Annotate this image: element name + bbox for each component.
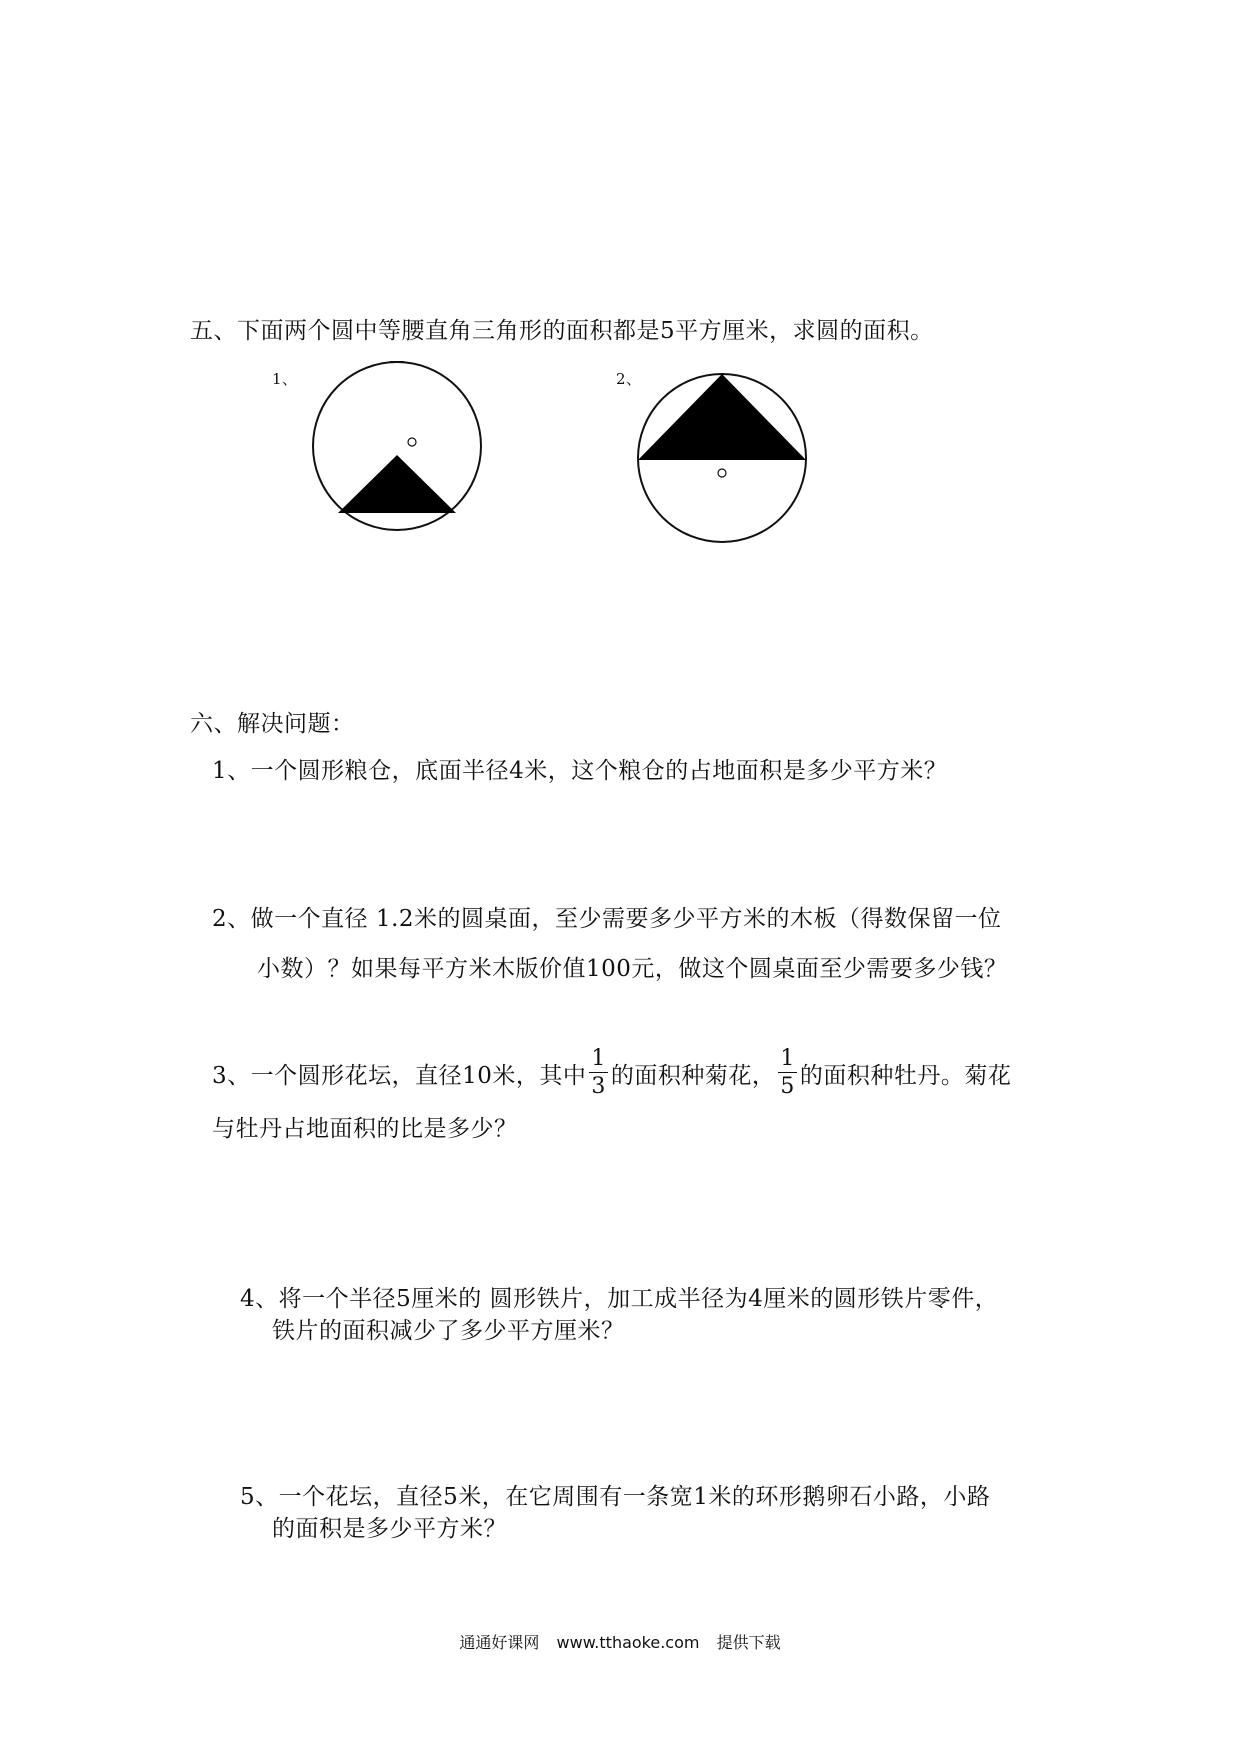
question-1: 1、一个圆形粮仓，底面半径4米，这个粮仓的占地面积是多少平方米？	[212, 758, 948, 784]
question-3-line-2: 与牡丹占地面积的比是多少？	[212, 1116, 518, 1142]
question-3-text-b: 的面积种菊花，	[610, 1063, 776, 1089]
fraction-2-denominator: 5	[780, 1074, 795, 1099]
figure-1-triangle	[338, 455, 456, 513]
question-3-line-1	[212, 1046, 1012, 1102]
question-2-line-1: 2、做一个直径 1.2米的圆桌面，至少需要多少平方米的木板（得数保留一位	[212, 906, 1002, 932]
footer-site-name: 通通好课网	[459, 1633, 540, 1652]
question-5-line-2: 的面积是多少平方米？	[272, 1516, 507, 1542]
footer-suffix: 提供下载	[716, 1633, 781, 1652]
fraction-2-numerator: 1	[780, 1046, 795, 1071]
question-3-text-c: 的面积种牡丹。菊花	[799, 1063, 1012, 1089]
section-5-title: 五、下面两个圆中等腰直角三角形的面积都是5平方厘米，求圆的面积。	[190, 318, 934, 344]
question-2-line-2: 小数）？如果每平方米木版价值100元，做这个圆桌面至少需要多少钱？	[257, 956, 1008, 982]
figure-1-circle-diagram	[300, 360, 500, 560]
footer-url: www.tthaoke.com	[556, 1633, 700, 1652]
figure-2-center-mark	[718, 469, 726, 477]
figure-2-circle-diagram	[634, 372, 834, 572]
page-footer	[0, 1630, 1240, 1653]
fraction-1-numerator: 1	[591, 1046, 606, 1071]
fraction-one-third	[589, 1048, 608, 1098]
question-5-line-1: 5、一个花坛，直径5米，在它周围有一条宽1米的环形鹅卵石小路，小路	[240, 1484, 991, 1510]
section-6-title: 六、解决问题：	[190, 711, 355, 737]
figure-2-triangle	[638, 374, 806, 460]
fraction-one-fifth	[778, 1048, 797, 1098]
figure-2-label: 2、	[616, 370, 642, 388]
question-4-line-1: 4、将一个半径5厘米的 圆形铁片，加工成半径为4厘米的圆形铁片零件，	[240, 1286, 999, 1312]
fraction-1-denominator: 3	[591, 1074, 606, 1099]
figure-1-label: 1、	[272, 370, 298, 388]
question-4-line-2: 铁片的面积减少了多少平方厘米？	[272, 1318, 625, 1344]
question-3-text-a: 3、一个圆形花坛，直径10米，其中	[212, 1063, 587, 1089]
figure-1-center-mark	[408, 438, 416, 446]
